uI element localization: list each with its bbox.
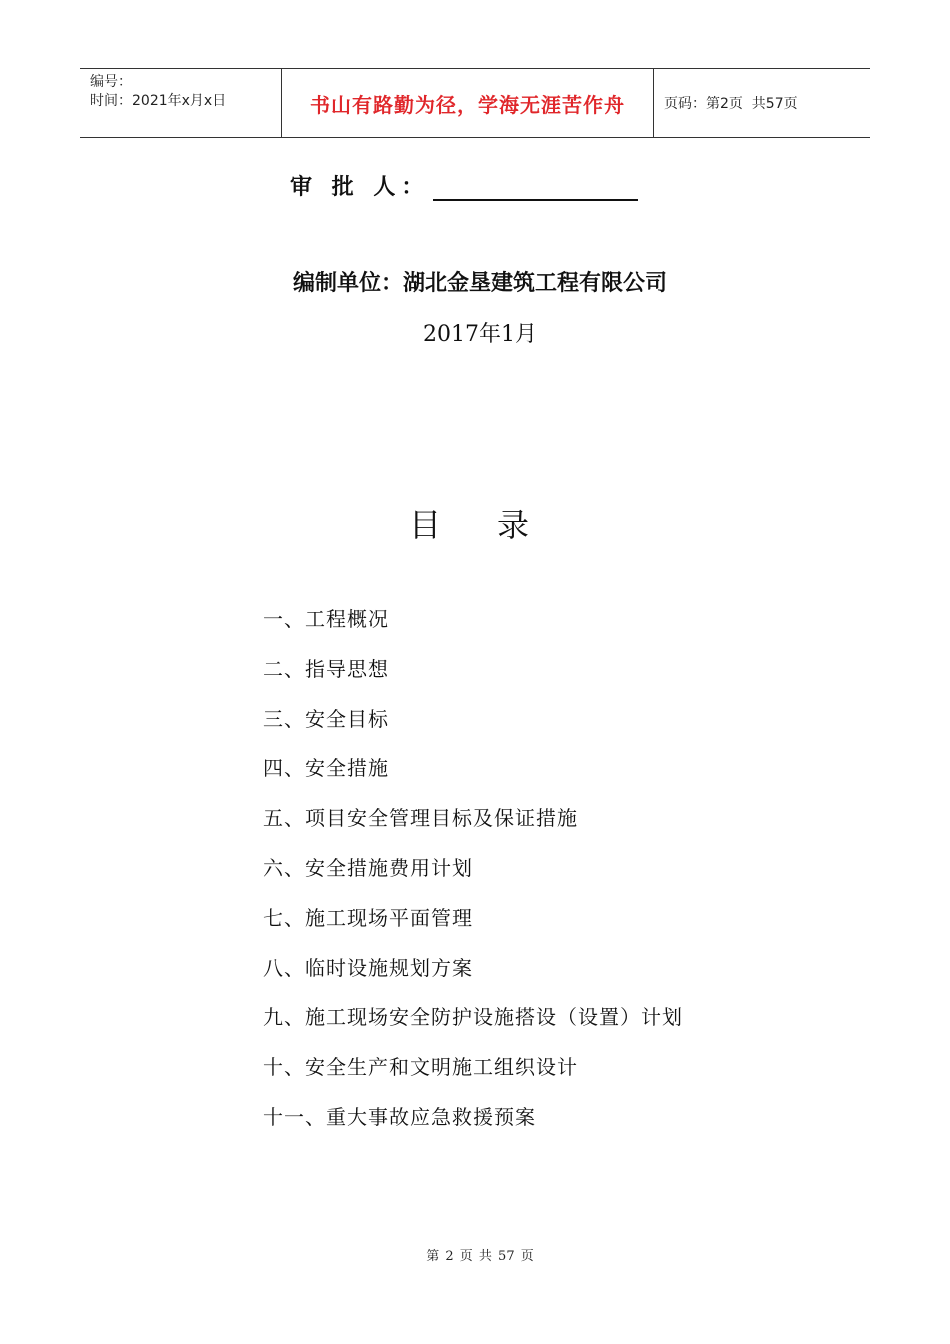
- toc-item: 二、指导思想: [263, 656, 389, 681]
- page-footer: 第 2 页 共 57 页: [426, 1249, 534, 1264]
- document-time: 时间：2021年x月x日: [90, 93, 227, 109]
- approver-field: [290, 170, 638, 201]
- document-number: 编号：: [90, 74, 132, 90]
- toc-item: 八、临时设施规划方案: [263, 955, 473, 980]
- document-date: 2017年1月: [423, 322, 537, 347]
- toc-item: 五、项目安全管理目标及保证措施: [263, 806, 578, 831]
- table-of-contents: [263, 604, 683, 1152]
- toc-item: 九、施工现场安全防护设施搭设（设置）计划: [263, 1005, 683, 1030]
- toc-item: 一、工程概况: [263, 607, 389, 631]
- approver-signature-line: [433, 173, 638, 201]
- header-page-text: 页码：第2页 共57页: [664, 96, 798, 112]
- toc-item: 三、安全目标: [263, 706, 389, 731]
- organization-name: 编制单位：湖北金垦建筑工程有限公司: [292, 271, 667, 296]
- toc-item: 六、安全措施费用计划: [263, 855, 473, 880]
- toc-item: 四、安全措施: [263, 756, 389, 781]
- page-header: [80, 68, 870, 138]
- header-page-info: [654, 69, 870, 137]
- toc-item: 十、安全生产和文明施工组织设计: [263, 1055, 578, 1080]
- toc-item: 七、施工现场平面管理: [263, 905, 473, 930]
- header-meta: [80, 69, 281, 137]
- toc-item: 十一、重大事故应急救援预案: [263, 1104, 536, 1129]
- header-motto: 书山有路勤为径，学海无涯苦作舟: [281, 69, 654, 137]
- toc-title: 目录: [408, 506, 585, 544]
- approver-label: 审 批 人：: [290, 175, 430, 200]
